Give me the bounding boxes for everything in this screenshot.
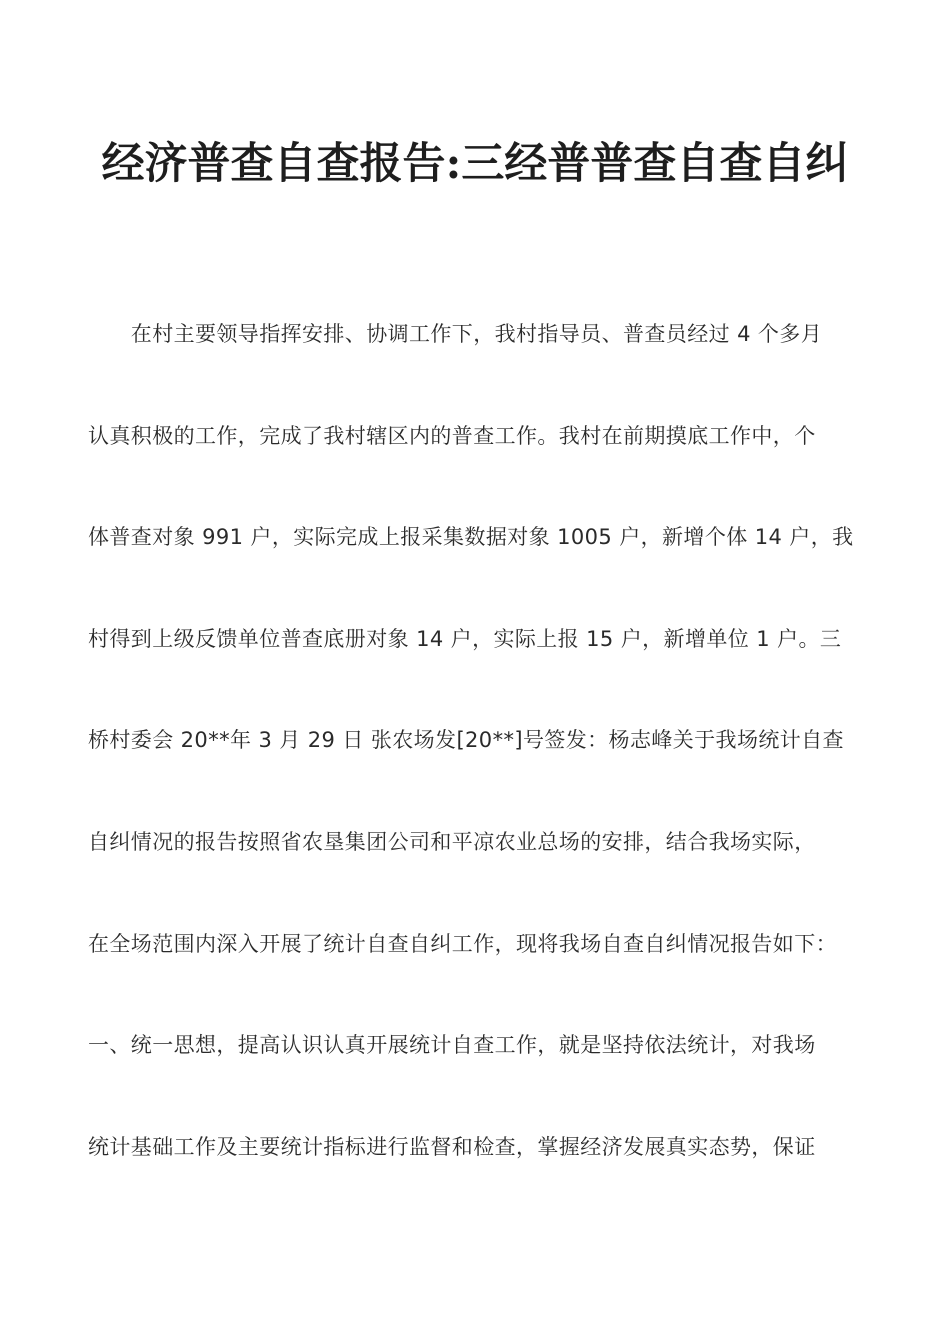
body-line: 认真积极的工作，完成了我村辖区内的普查工作。我村在前期摸底工作中，个 [88, 423, 816, 448]
body-line: 村得到上级反馈单位普查底册对象 14 户，实际上报 15 户，新增单位 1 户。三 [88, 626, 842, 651]
body-line: 在村主要领导指挥安排、协调工作下，我村指导员、普查员经过 4 个多月 [88, 322, 823, 346]
body-line: 一、统一思想，提高认识认真开展统计自查工作，就是坚持依法统计，对我场 [88, 1033, 816, 1058]
document-title: 经济普查自查报告:三经普普查自查自纠 [101, 139, 849, 189]
body-line: 体普查对象 991 户，实际完成上报采集数据对象 1005 户，新增个体 14 户，我 [88, 525, 854, 550]
body-line: 自纠情况的报告按照省农垦集团公司和平凉农业总场的安排，结合我场实际， [88, 829, 816, 854]
body-line: 桥村委会 20**年 3 月 29 日 张农场发[20**]号签发：杨志峰关于我场统计自查 [88, 728, 844, 753]
body-line: 在全场范围内深入开展了统计自查自纠工作，现将我场自查自纠情况报告如下： [88, 931, 837, 956]
document-body [88, 310, 868, 1224]
body-line: 统计基础工作及主要统计指标进行监督和检查，掌握经济发展真实态势，保证 [88, 1134, 816, 1159]
